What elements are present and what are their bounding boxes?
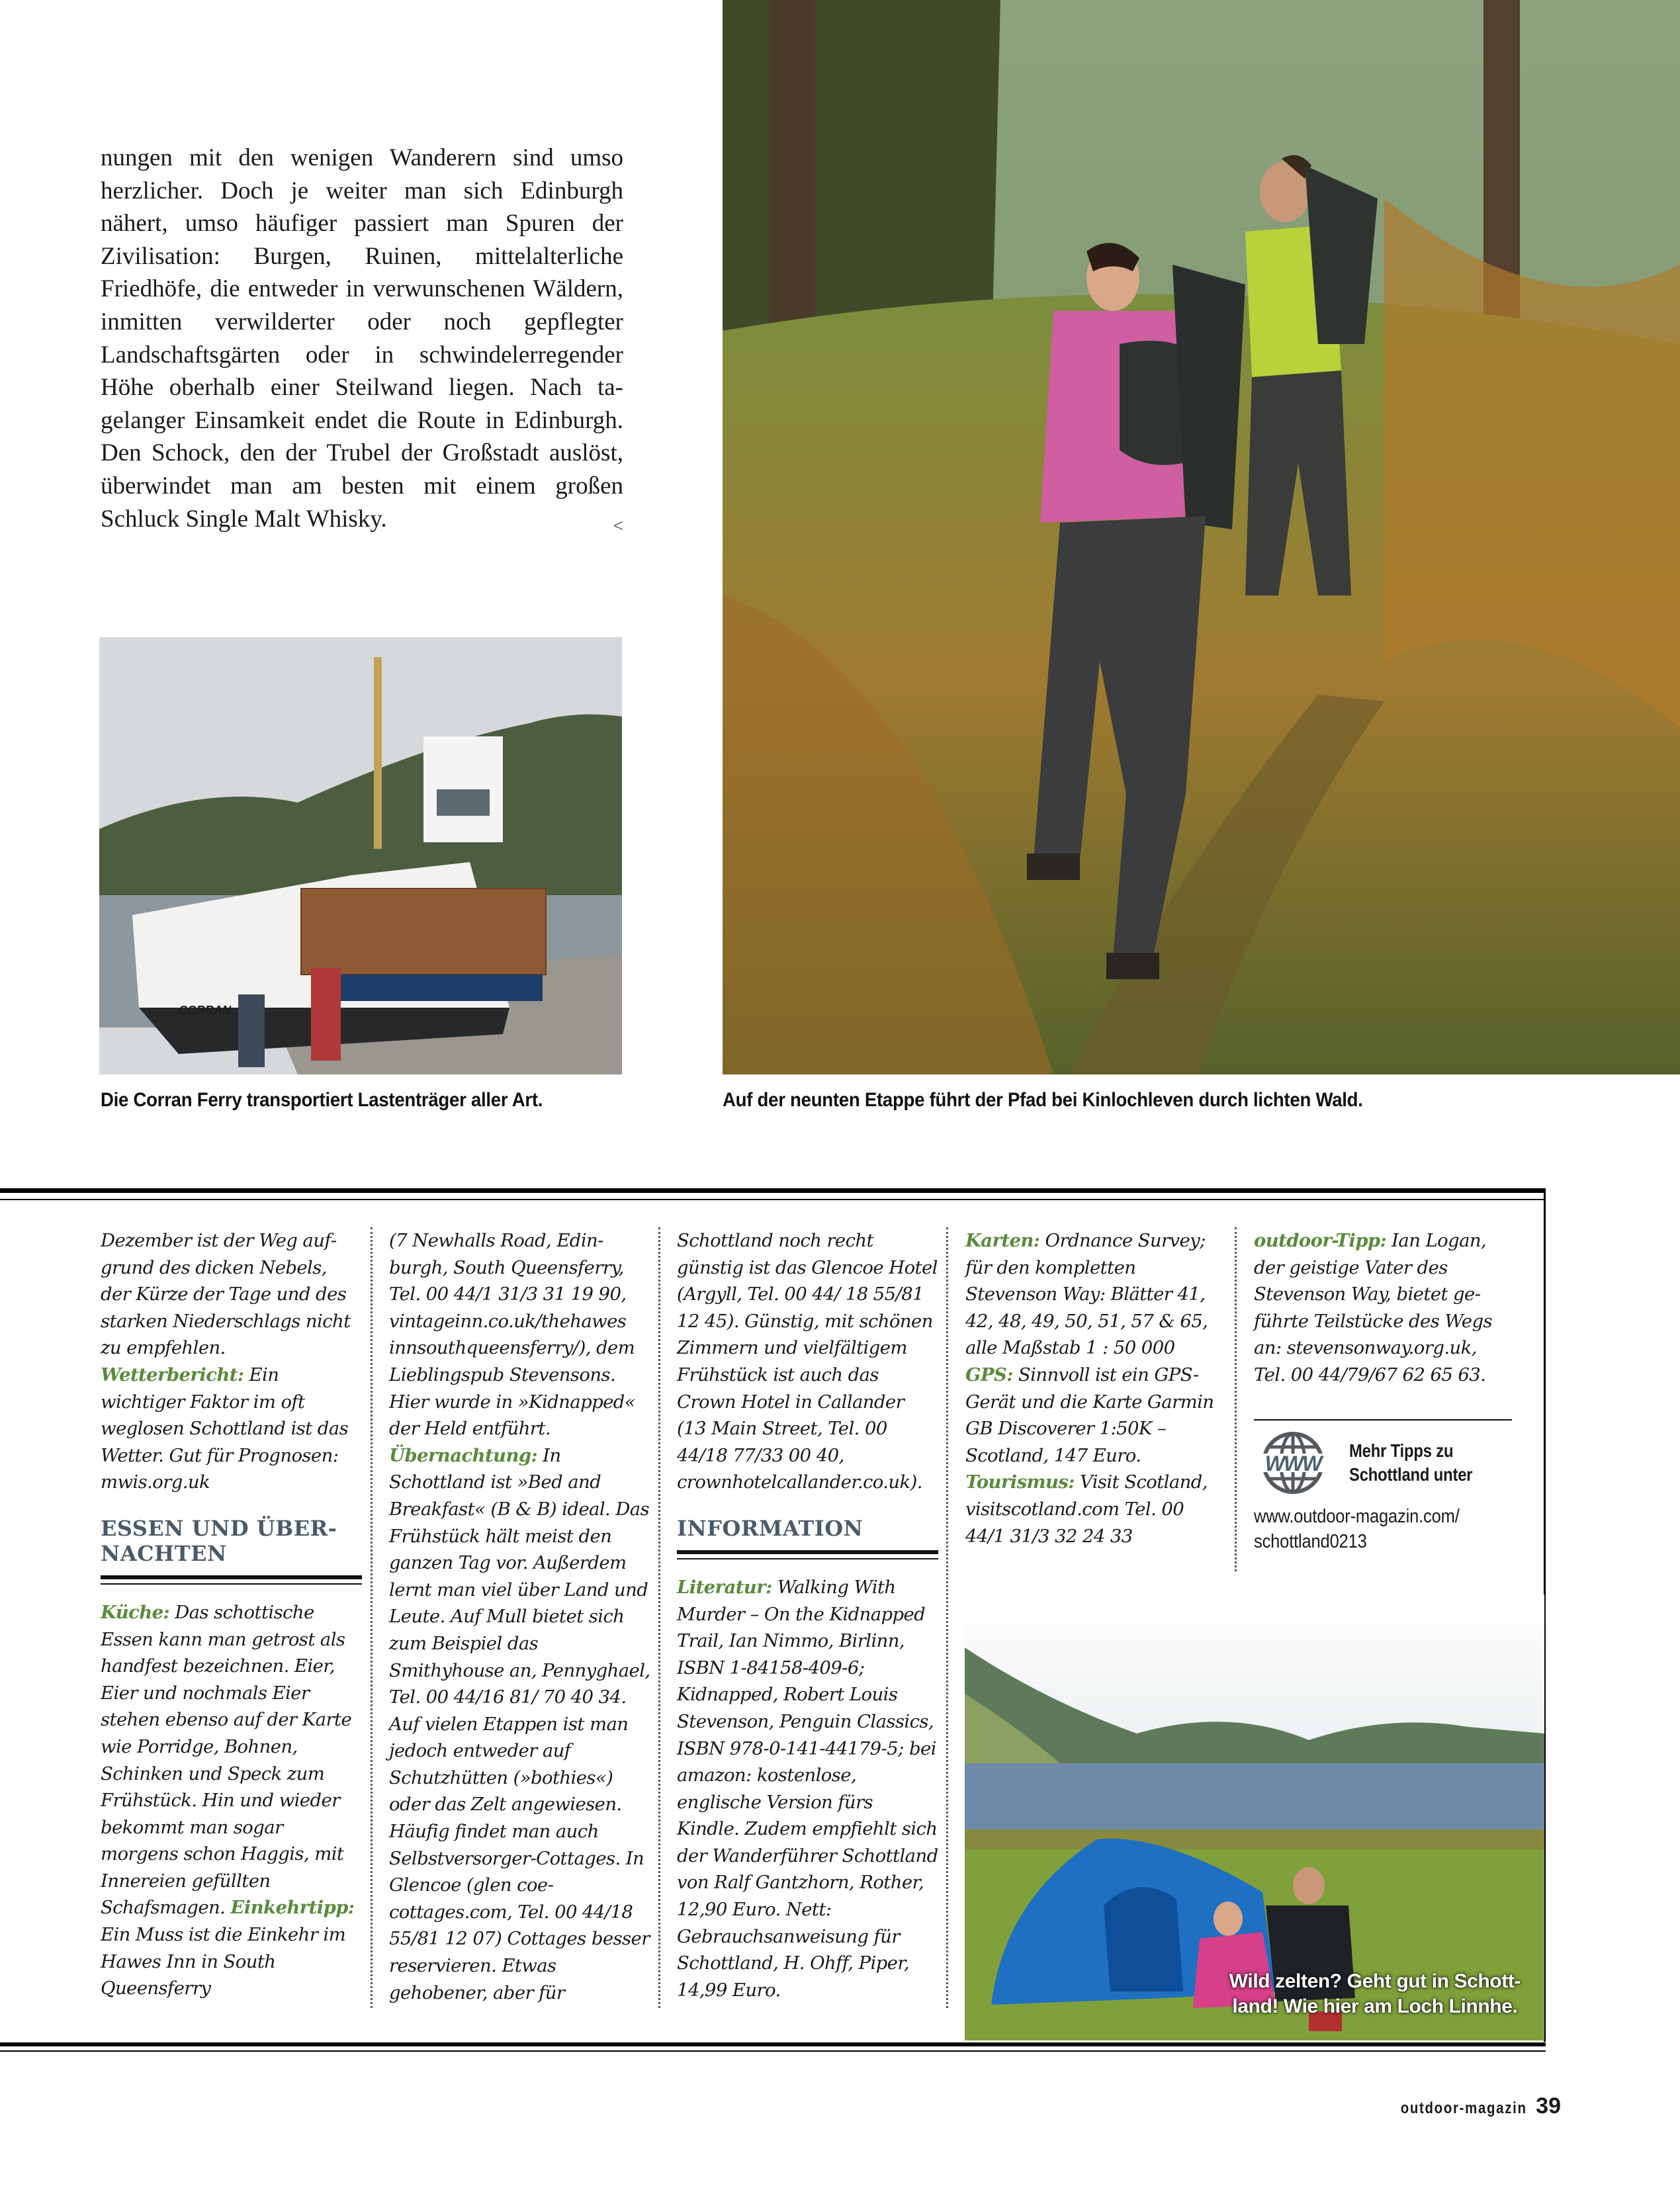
corran-ferry-photo	[99, 637, 622, 1074]
tent-photo-caption	[1229, 1969, 1521, 2019]
infobox-top-rule-thin	[0, 1199, 1546, 1200]
hotels-text: Schottland noch recht günstig ist das Glencoe Hotel (Argyll, Tel. 00 44/ 18 55/81 12 45). Günstig, mit schönen Zimmern und vielfältigem Frühstück ist auch das Crown Hotel in Callander (13 Main Street, Tel. 00 44/18 77/33 00 40, crownhotelcallander.co.uk).	[677, 1230, 938, 1493]
hikers-forest-photo	[723, 0, 1680, 1074]
gps-text: Sinnvoll ist ein GPS-Gerät und die Karte Garmin GB Discoverer 1:50K – Scotland, 147 Euro.	[965, 1364, 1214, 1466]
www-title-line2: Schottland unter	[1349, 1464, 1473, 1485]
weather-text: Ein wichtiger Faktor im oft weglosen Schottland ist das Wetter. Gut für Prognosen: mwis.org.uk	[101, 1364, 349, 1493]
keyword-einkehrtipp: Einkehrtipp:	[230, 1897, 355, 1919]
page-footer	[1378, 2093, 1561, 2119]
kitchen-text: Das schottische Essen kann man getrost als handfest bezeichnen. Eier, Eier und nochmals Eier stehen ebenso auf der Karte wie Porridge, Bohnen, Schinken und Speck zum Frühstück. Hin und wieder bekommt man sogar morgens schon Haggis, mit Innereien gefüllten Schafsmagen.	[101, 1601, 352, 1919]
infobox-bottom-rule-thin	[0, 2050, 1546, 2052]
infobox-top-rule	[0, 1188, 1546, 1193]
column-divider	[371, 1227, 373, 2008]
column-divider	[946, 1227, 948, 2008]
loch-linnhe-tent-photo	[965, 1595, 1544, 2040]
section-heading-essen: ESSEN UND ÜBER-NACHTEN	[101, 1516, 362, 1579]
www-globe-icon	[1254, 1430, 1332, 1496]
ferry-ship-name: CORRAN	[179, 1004, 231, 1017]
keyword-uebernachtung: Übernachtung:	[389, 1444, 538, 1466]
keyword-kueche: Küche:	[101, 1601, 170, 1623]
intro-text: Dezember ist der Weg aufgrund des dicken Nebels, der Kürze der Tage und des starken Niederschlags nicht zu empfehlen.	[101, 1230, 351, 1359]
literature-text: Walking With Murder – On the Kidnapped Trail, Ian Nimmo, Birlinn, ISBN 1-84158-409-6; Kidnapped, Robert Louis Stevenson, Penguin Classics, ISBN 978-0-141-44179-5; bei amazon: kostenlose, englische Version fürs Kindle. Zudem empfiehlt sich der Wanderführer Schottland von Ralf Gantzhorn, Rother, 12,90 Euro. Nett: Gebrauchsanweisung für Schottland, H. Ohff, Piper, 14,99 Euro.	[677, 1576, 938, 2001]
www-url-line2: schottland0213	[1254, 1530, 1367, 1552]
www-promo	[1254, 1430, 1512, 1496]
infobox-column-3	[677, 1227, 938, 2003]
keyword-literatur: Literatur:	[677, 1576, 772, 1598]
www-url-line1: www.outdoor-magazin.com/	[1254, 1505, 1460, 1527]
tourism-text: Visit Scotland, visitscotland.com Tel. 00 44/1 31/3 32 24 33	[965, 1471, 1208, 1547]
keyword-wetterbericht: Wetterbericht:	[101, 1364, 244, 1385]
tent-caption-line2: land! Wie hier am Loch Linnhe.	[1232, 1995, 1518, 2017]
ferry-photo-caption: Die Corran Ferry transportiert Lastenträger aller Art.	[101, 1089, 543, 1111]
section-heading-information: INFORMATION	[677, 1516, 938, 1554]
keyword-gps: GPS:	[965, 1364, 1013, 1385]
article-body-text	[101, 142, 623, 542]
maps-text: Ordnance Survey; für den kompletten Stevenson Way: Blätter 41, 42, 48, 49, 50, 51, 57 & 65, alle Maßstab 1 : 50 000	[965, 1230, 1208, 1359]
article-end-mark: <	[613, 515, 623, 535]
page-number: 39	[1536, 2093, 1561, 2119]
www-divider	[1254, 1419, 1512, 1421]
stay-text: In Schottland ist »Bed and Breakfast« (B & B) ideal. Das Frühstück hält meist den ganzen Tag vor. Außerdem lernt man viel über Land und Leute. Auf Mull bietet sich zum Beispiel das Smithyhouse an, Pennyghael, Tel. 00 44/16 81/ 70 40 34. Auf vielen Etappen ist man jedoch entweder auf Schutzhütten (»bothies«) oder das Zelt angewiesen. Häufig findet man auch Selbstversorger-Cottages. In Glencoe (glen coe-cottages.com, Tel. 00 44/18 55/81 12 07) Cottages besser reservieren. Etwas gehobener, aber für	[389, 1444, 650, 2003]
article-paragraph: nungen mit den wenigen Wanderern sind umso herzlicher. Doch je weiter man sich Edinburgh nähert, umso häufiger passiert man Spuren der Zivilisation: Burgen, Ruinen, mittelalterliche Friedhöfe, die entweder in verwunschenen Wäldern, inmitten verwilderter oder noch gepflegter Landschaftsgärten oder in schwindelerregender Höhe oberhalb einer Steilwand liegen. Nach tagelanger Einsamkeit endet die Route in Edinburgh. Den Schock, den der Trubel der Großstadt auslöst, überwindet man am besten mit einem großen Schluck Single Malt Whisky.	[101, 144, 623, 533]
infobox-column-2	[389, 1227, 650, 2006]
column-divider	[658, 1227, 660, 2008]
hawes-inn-text: (7 Newhalls Road, Edinburgh, South Queensferry, Tel. 00 44/1 31/3 31 19 90, vintageinn.co.uk/thehawes innsouthqueensferry/), dem Lieblingspub Stevensons. Hier wurde in »Kidnapped« der Held entführt.	[389, 1230, 635, 1440]
tip-text: Ian Logan, der geistige Vater des Stevenson Way, bietet geführte Teilstücke des Wegs an: stevensonway.org.uk, Tel. 00 44/79/67 62 65 63.	[1254, 1230, 1492, 1385]
tent-caption-line1: Wild zelten? Geht gut in Schott-	[1229, 1970, 1521, 1992]
hikers-photo-caption: Auf der neunten Etappe führt der Pfad bei Kinlochleven durch lichten Wald.	[723, 1089, 1363, 1111]
pub-text: Ein Muss ist die Einkehr im Hawes Inn in South Queensferry	[101, 1924, 346, 1999]
keyword-karten: Karten:	[965, 1230, 1040, 1251]
infobox-column-4	[965, 1227, 1227, 1550]
www-title-line1: Mehr Tipps zu	[1349, 1440, 1454, 1461]
www-promo-title	[1349, 1439, 1472, 1487]
infobox-bottom-rule	[0, 2042, 1546, 2046]
magazine-name: outdoor-magazin	[1400, 2099, 1527, 2117]
www-url-link[interactable]	[1254, 1504, 1481, 1554]
infobox-column-5	[1254, 1227, 1512, 1554]
column-divider	[1235, 1227, 1237, 1571]
keyword-tourismus: Tourismus:	[965, 1471, 1075, 1493]
keyword-outdoor-tipp: outdoor-Tipp:	[1254, 1230, 1387, 1251]
svg-text:WWW: WWW	[1264, 1451, 1321, 1475]
infobox-column-1	[101, 1227, 362, 2002]
